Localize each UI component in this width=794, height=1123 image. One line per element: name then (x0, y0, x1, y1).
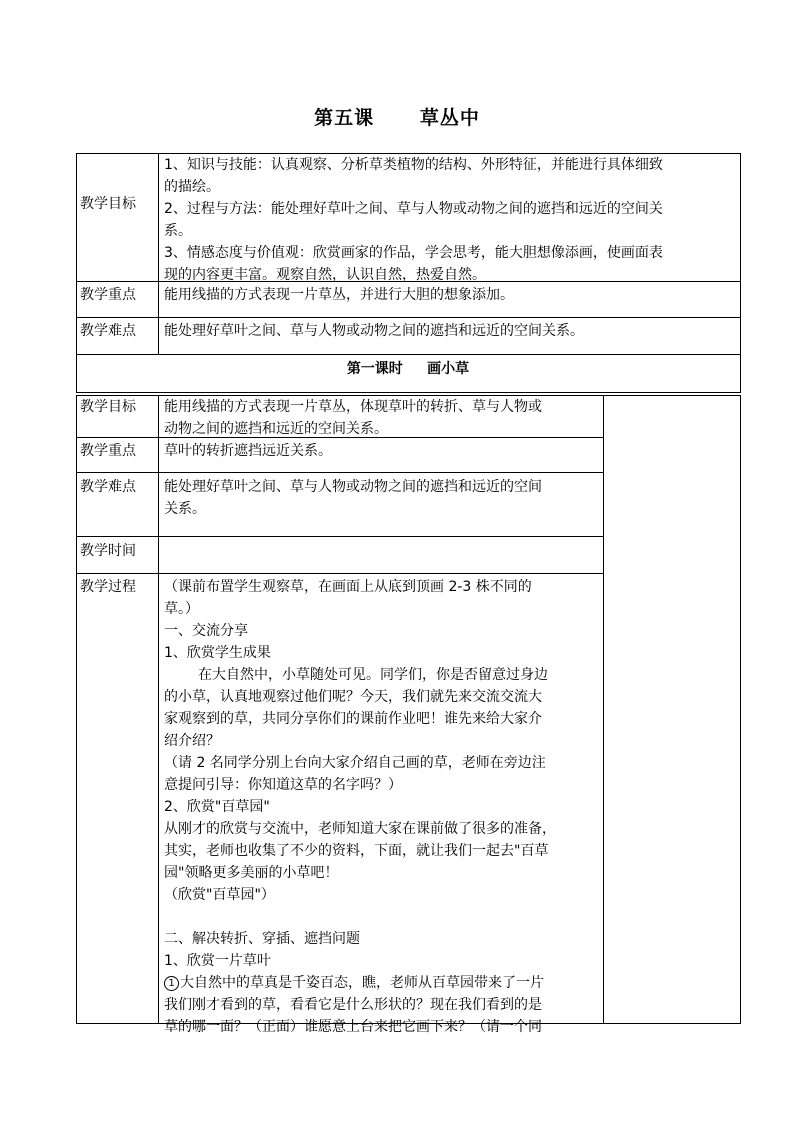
objectives-text: 1、知识与技能：认真观察、分析草类植物的结构、外形特征，并能进行具体细致 的描绘。 2、过程与方法：能处理好草叶之间、草与人物或动物之间的遮挡和远近的空间关 系。 3、情感态度与价值观：欣赏画家的作品，学会思考，能大胆想像添画，使画面表 现的内容更丰富。观察自然，认识自然，热爱自然。 (164, 157, 663, 283)
lesson1-time-label: 教学时间 (80, 543, 136, 559)
lesson1-objectives-label: 教学目标 (80, 399, 136, 415)
key-points-label: 教学重点 (80, 287, 136, 303)
circled-number-marker: 1 (164, 976, 179, 991)
lesson1-objectives-text: 能用线描的方式表现一片草丛，体现草叶的转折、草与人物或 动物之间的遮挡和远近的空间关系。 (164, 399, 542, 437)
key-points-text: 能用线描的方式表现一片草丛，并进行大胆的想象添加。 (164, 287, 514, 303)
lesson1-process-text: （课前布置学生观察草，在画面上从底到顶画 2-3 株不同的 草。） 一、交流分享 1、欣赏学生成果 在大自然中，小草随处可见。同学们，你是否留意过身边 的小草，认真地观察过他们呢？今天，我们就先来交流交流大 家观察到的草，共同分享你们的课前作业吧！谁先来给大家介 绍介绍？ （请 2 名同学分别上台向大家介绍自己画的草，老师在旁边注 意提问引导：你知道这草的名字吗？） 2、欣赏"百草园" 从刚才的欣赏与交流中，老师知道大家在课前做了很多的准备， 其实，老师也收集了不少的资料，下面，就让我们一起去"百草 园"领略更多美丽的小草吧！ （欣赏"百草园"） 二、解决转折、穿插、遮挡问题 1、欣赏一片草叶 1 大自然中的草真是千姿百态，瞧，老师从百草园带来了一片 我们刚才看到的草，看看它是什么形状的？现在我们看到的是 草的哪一面？（正面）谁愿意上台来把它画下来？（请一个同 (164, 579, 556, 1035)
process-line-circled: 1 大自然中的草真是千姿百态，瞧，老师从百草园带来了一片 (164, 972, 556, 994)
lesson1-process-label: 教学过程 (80, 579, 136, 595)
lesson1-difficulty-text: 能处理好草叶之间、草与人物或动物之间的遮挡和远近的空间 关系。 (164, 479, 542, 517)
lesson1-heading: 第一课时 画小草 (346, 361, 470, 377)
difficulty-text: 能处理好草叶之间、草与人物或动物之间的遮挡和远近的空间关系。 (164, 323, 584, 339)
lesson1-key-label: 教学重点 (80, 443, 136, 459)
objectives-label: 教学目标 (80, 196, 136, 212)
lesson1-key-text: 草叶的转折遮挡远近关系。 (164, 443, 332, 459)
difficulty-label: 教学难点 (80, 323, 136, 339)
page-title: 第五课 草丛中 (314, 107, 480, 129)
lesson1-difficulty-label: 教学难点 (80, 479, 136, 495)
